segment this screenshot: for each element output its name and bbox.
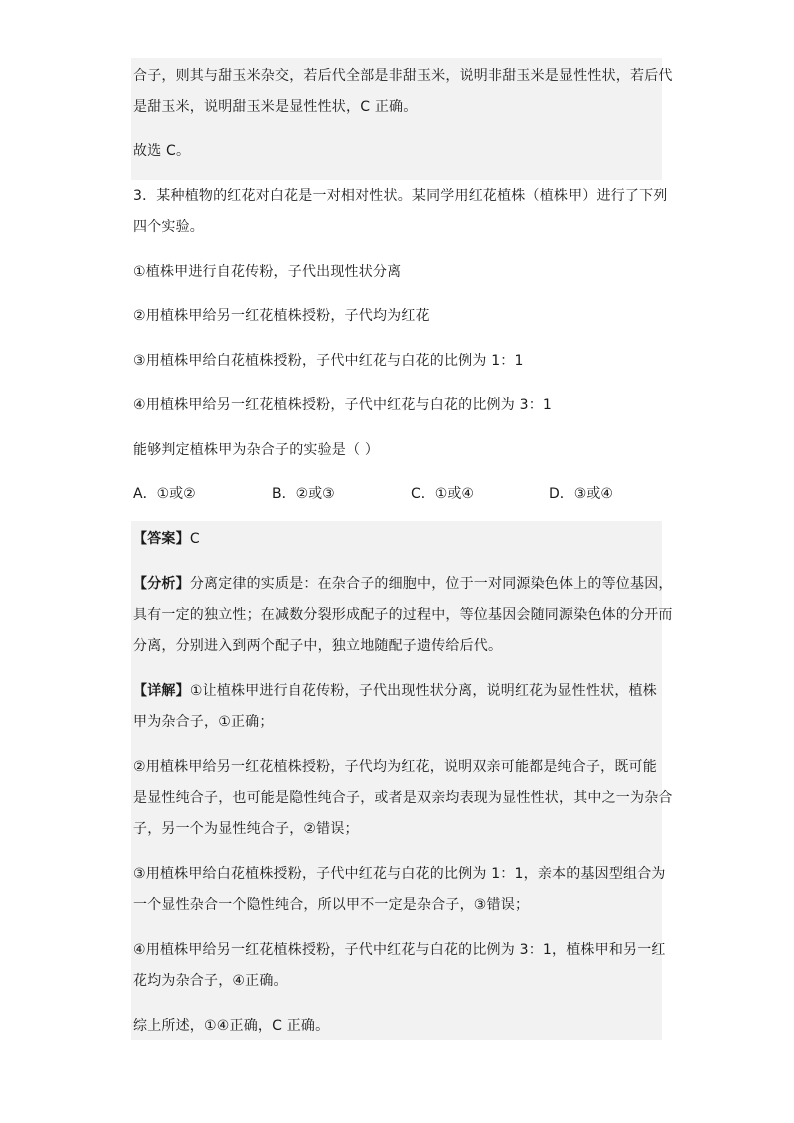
answer-value: C: [189, 531, 200, 547]
option-d: D．③或④: [549, 486, 613, 502]
prev-explanation-line-1: 合子，则其与甜玉米杂交，若后代全部是非甜玉米，说明非甜玉米是显性性状，若后代: [133, 68, 673, 84]
detail-p1-text-1: ①让植株甲进行自花传粉，子代出现性状分离，说明红花为显性性状，植株: [189, 683, 657, 699]
detail-p1-line-1: [133, 681, 661, 701]
question-stem-line-2: 四个实验。: [133, 219, 204, 235]
prev-explanation-line-2: 是甜玉米，说明甜玉米是显性性状，C 正确。: [133, 99, 418, 115]
detail-label: 【详解】: [133, 683, 190, 699]
option-b: B．②或③: [272, 486, 335, 502]
question-stem-line-1: 3．某种植物的红花对白花是一对相对性状。某同学用红花植株（植株甲）进行了下列: [133, 188, 668, 204]
answer-label: 【答案】: [133, 531, 190, 547]
detail-p2-line-1: ②用植株甲给另一红花植株授粉，子代均为红花，说明双亲可能都是纯合子，既可能: [133, 759, 657, 775]
answer-block: [131, 521, 673, 1040]
analysis-line-2: 具有一定的独立性；在减数分裂形成配子的过程中，等位基因会随同源染色体的分开而: [133, 607, 673, 623]
detail-p3-line-1: ③用植株甲给白花植株授粉，子代中红花与白花的比例为 1：1，亲本的基因型组合为: [133, 866, 666, 882]
question-prompt: 能够判定植株甲为杂合子的实验是（ ）: [133, 442, 380, 458]
experiment-4: ④用植株甲给另一红花植株授粉，子代中红花与白花的比例为 3：1: [133, 397, 553, 413]
analysis-line-3: 分离，分别进入到两个配子中，独立地随配子遗传给后代。: [133, 638, 503, 654]
detail-p4-line-2: 花均为杂合子，④正确。: [133, 973, 288, 989]
detail-p4-line-1: ④用植株甲给另一红花植株授粉，子代中红花与白花的比例为 3：1，植株甲和另一红: [133, 942, 666, 958]
analysis-line-1: [133, 574, 673, 594]
experiment-1: ①植株甲进行自花传粉，子代出现性状分离: [133, 264, 402, 280]
detail-p3-line-2: 一个显性杂合一个隐性纯合，所以甲不一定是杂合子，③错误；: [133, 897, 530, 913]
option-a: A．①或②: [133, 486, 196, 502]
detail-summary: 综上所述，①④正确，C 正确。: [133, 1018, 330, 1034]
analysis-text-1: 分离定律的实质是：在杂合子的细胞中，位于一对同源染色体上的等位基因，: [189, 576, 673, 592]
option-c: C．①或④: [411, 486, 474, 502]
detail-p2-line-2: 是显性纯合子，也可能是隐性纯合子，或者是双亲均表现为显性性状，其中之一为杂合: [133, 790, 673, 806]
analysis-label: 【分析】: [133, 576, 190, 592]
experiment-3: ③用植株甲给白花植株授粉，子代中红花与白花的比例为 1：1: [133, 353, 524, 369]
experiment-2: ②用植株甲给另一红花植株授粉，子代均为红花: [133, 308, 430, 324]
detail-p1-line-2: 甲为杂合子，①正确；: [133, 714, 274, 730]
prev-explanation-conclusion: 故选 C。: [133, 143, 191, 159]
detail-p2-line-3: 子，另一个为显性纯合子，②错误；: [133, 821, 359, 837]
answer-line: [133, 529, 661, 549]
